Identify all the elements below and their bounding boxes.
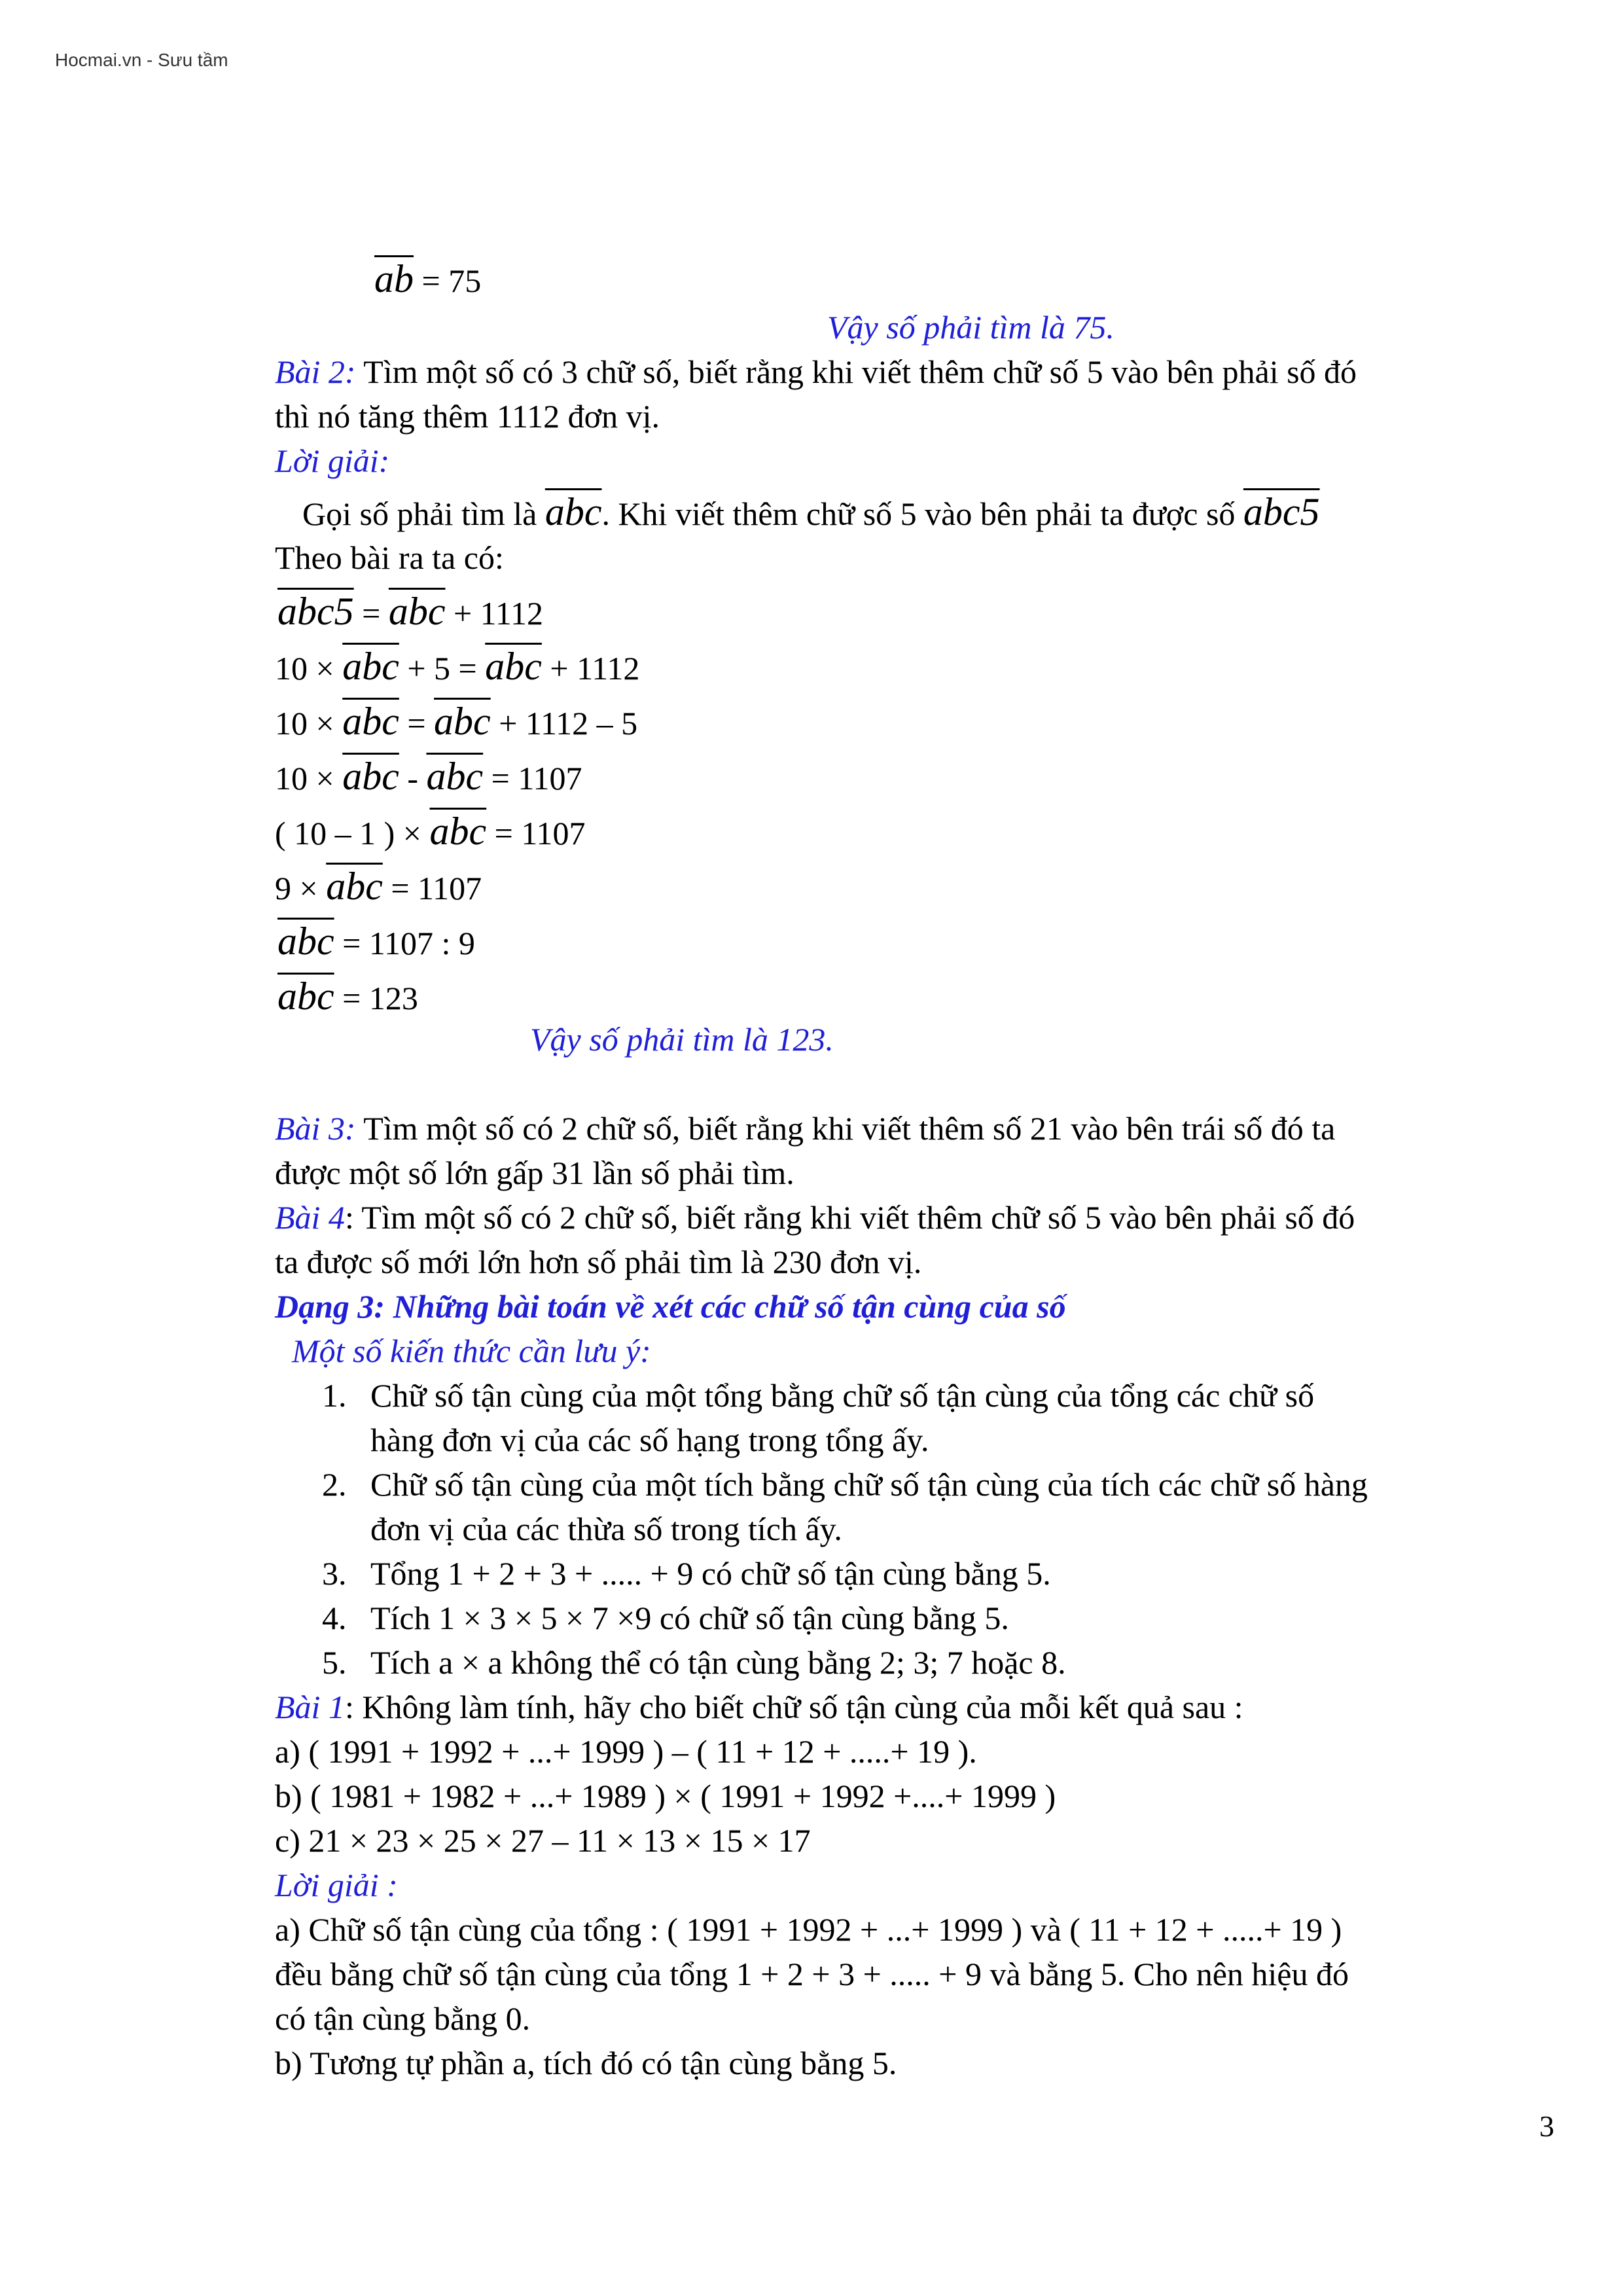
equation-3: $10 \times \overline{abc} = \overline{abc} + 1112 - 5$ (275, 700, 638, 743)
equation-6: $9 \times \overline{abc} = 1107$ (275, 865, 482, 908)
overline-term: $\overline{ab}$ (374, 257, 414, 300)
list-item-2-line2: đơn vị của các thừa số trong tích ấy. (370, 1511, 842, 1547)
equation-ab: $\overline{ab} = 75$ (374, 257, 482, 300)
bai2-solution-line2: Theo bài ra ta có: (275, 539, 504, 576)
list-item-3: 3. Tổng 1 + 2 + 3 + ..... + 9 có chữ số tận cùng bằng 5. (322, 1555, 1051, 1592)
conclusion-123: Vậy số phải tìm là 123. (530, 1021, 834, 1058)
bai2-line2: thì nó tăng thêm 1112 đơn vị. (275, 398, 660, 435)
bai3-label: Bài 3: (275, 1110, 356, 1147)
bai1-line: Bài 1: Không làm tính, hãy cho biết chữ số tận cùng của mỗi kết quả sau : (275, 1689, 1243, 1725)
list-item-1-line2: hàng đơn vị của các số hạng trong tổng ấy. (370, 1422, 929, 1458)
equation-4: $10 \times \overline{abc} - \overline{abc} = 1107$ (275, 755, 582, 798)
equation-8: $\overline{abc} = 123$ (277, 975, 418, 1018)
bai1-solution-label: Lời giải : (275, 1867, 398, 1903)
bai1-part-a: a) ( 1991 + 1992 + ...+ 1999 ) – ( 11 + 12 + .....+ 19 ). (275, 1733, 977, 1770)
bai1-part-b: b) ( 1981 + 1982 + ...+ 1989 ) × ( 1991 + 1992 +....+ 1999 ) (275, 1778, 1056, 1814)
bai2-solution-line1: Gọi số phải tìm là $\overline{abc}$. Khi viết thêm chữ số 5 vào bên phải ta được số abc5 (302, 490, 1320, 533)
bai2-line1: Bài 2: Tìm một số có 3 chữ số, biết rằng khi viết thêm chữ số 5 vào bên phải số đó (275, 353, 1357, 390)
conclusion-75: Vậy số phải tìm là 75. (827, 309, 1115, 346)
bai2-label: Bài 2: (275, 353, 356, 390)
equation-2: $10 \times \overline{abc} + 5 = \overline{abc} + 1112$ (275, 645, 640, 688)
dang3-subheading: Một số kiến thức cần lưu ý: (292, 1333, 651, 1369)
bai1-solution-a2: đều bằng chữ số tận cùng của tổng 1 + 2 + 3 + ..... + 9 và bằng 5. Cho nên hiệu đó (275, 1956, 1349, 1992)
bai4-line2: ta được số mới lớn hơn số phải tìm là 230 đơn vị. (275, 1244, 922, 1280)
bai1-part-c: c) 21 × 23 × 25 × 27 – 11 × 13 × 15 × 17 (275, 1822, 811, 1859)
bai1-solution-a1: a) Chữ số tận cùng của tổng : ( 1991 + 1992 + ...+ 1999 ) và ( 11 + 12 + .....+ 19 ) (275, 1911, 1342, 1948)
equation-5: ( 10 – 1 ) × $\overline{abc} = 1107$ (275, 810, 586, 853)
bai1-solution-b: b) Tương tự phần a, tích đó có tận cùng bằng 5. (275, 2045, 897, 2081)
bai3-line1: Bài 3: Tìm một số có 2 chữ số, biết rằng khi viết thêm số 21 vào bên trái số đó ta (275, 1110, 1336, 1147)
bai4-label: Bài 4 (275, 1199, 345, 1236)
list-item-2-line1: 2. Chữ số tận cùng của một tích bằng chữ số tận cùng của tích các chữ số hàng (322, 1466, 1368, 1503)
bai2-solution-label: Lời giải: (275, 442, 390, 479)
list-item-4: 4. Tích 1 × 3 × 5 × 7 ×9 có chữ số tận cùng bằng 5. (322, 1600, 1009, 1636)
dang3-heading: Dạng 3: Những bài toán về xét các chữ số tận cùng của số (275, 1288, 1066, 1325)
page-number: 3 (1539, 2109, 1554, 2143)
equation-1: $abc5 = \overline{abc} + 1112$ (277, 590, 543, 633)
bai3-line2: được một số lớn gấp 31 lần số phải tìm. (275, 1155, 794, 1191)
equation-7: $\overline{abc} = 1107$ : 9 (277, 920, 475, 963)
list-item-5: 5. Tích a × a không thể có tận cùng bằng 2; 3; 7 hoặc 8. (322, 1644, 1066, 1681)
page-header: Hocmai.vn - Sưu tầm (55, 50, 228, 70)
bai1-label: Bài 1 (275, 1689, 345, 1725)
list-item-1-line1: 1. Chữ số tận cùng của một tổng bằng chữ số tận cùng của tổng các chữ số (322, 1377, 1315, 1414)
bai4-line1: Bài 4: Tìm một số có 2 chữ số, biết rằng khi viết thêm chữ số 5 vào bên phải số đó (275, 1199, 1355, 1236)
bai1-solution-a3: có tận cùng bằng 0. (275, 2000, 531, 2037)
